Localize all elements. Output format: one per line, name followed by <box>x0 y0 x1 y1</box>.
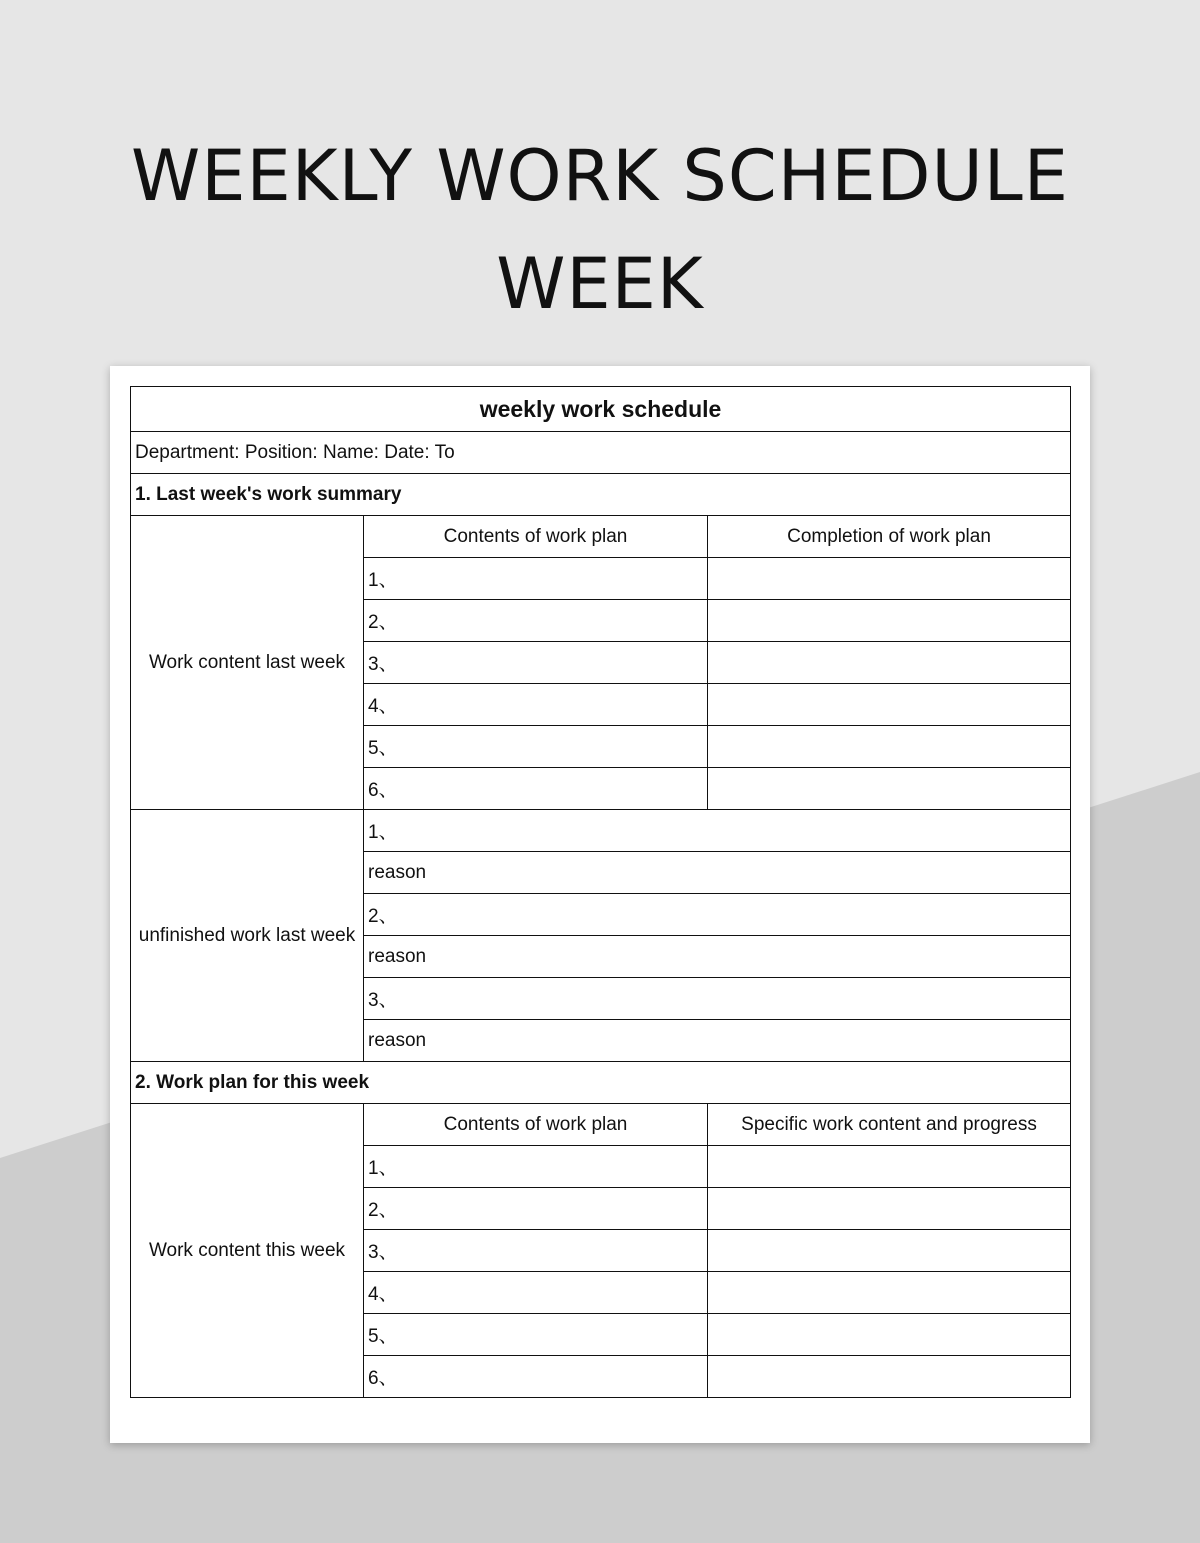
plan-item-cell[interactable]: 6、 <box>364 768 708 810</box>
plan-item-cell[interactable]: 2、 <box>364 1188 708 1230</box>
completion-cell[interactable] <box>708 726 1071 768</box>
page-title <box>0 122 1200 338</box>
completion-cell[interactable] <box>708 642 1071 684</box>
section-1-heading: 1. Last week's work summary <box>131 474 1071 516</box>
completion-cell[interactable] <box>708 768 1071 810</box>
unfinished-item-cell[interactable]: 3、 <box>364 978 1071 1020</box>
progress-cell[interactable] <box>708 1188 1071 1230</box>
schedule-form-table <box>130 386 1071 1398</box>
column-header: Contents of work plan <box>364 516 708 558</box>
plan-item-cell[interactable]: 4、 <box>364 1272 708 1314</box>
reason-cell[interactable]: reason <box>364 1020 1071 1062</box>
info-row <box>131 432 1071 474</box>
document-sheet <box>110 366 1090 1443</box>
plan-item-cell[interactable]: 5、 <box>364 1314 708 1356</box>
table-row <box>131 1104 1071 1146</box>
work-content-this-week-label: Work content this week <box>131 1104 364 1398</box>
plan-item-cell[interactable]: 1、 <box>364 1146 708 1188</box>
progress-cell[interactable] <box>708 1356 1071 1398</box>
column-header: Completion of work plan <box>708 516 1071 558</box>
plan-item-cell[interactable]: 6、 <box>364 1356 708 1398</box>
info-line[interactable]: Department: Position: Name: Date: To <box>131 432 1071 474</box>
completion-cell[interactable] <box>708 558 1071 600</box>
table-row <box>131 516 1071 558</box>
table-row <box>131 810 1071 852</box>
unfinished-work-label: unfinished work last week <box>131 810 364 1062</box>
progress-cell[interactable] <box>708 1314 1071 1356</box>
column-header: Specific work content and progress <box>708 1104 1071 1146</box>
page-title-line-2: WEEK <box>496 243 704 325</box>
progress-cell[interactable] <box>708 1272 1071 1314</box>
form-title-row <box>131 387 1071 432</box>
plan-item-cell[interactable]: 5、 <box>364 726 708 768</box>
completion-cell[interactable] <box>708 600 1071 642</box>
section-heading-row <box>131 474 1071 516</box>
plan-item-cell[interactable]: 3、 <box>364 642 708 684</box>
progress-cell[interactable] <box>708 1230 1071 1272</box>
progress-cell[interactable] <box>708 1146 1071 1188</box>
section-heading-row <box>131 1062 1071 1104</box>
reason-cell[interactable]: reason <box>364 936 1071 978</box>
completion-cell[interactable] <box>708 684 1071 726</box>
unfinished-item-cell[interactable]: 1、 <box>364 810 1071 852</box>
plan-item-cell[interactable]: 1、 <box>364 558 708 600</box>
section-2-heading: 2. Work plan for this week <box>131 1062 1071 1104</box>
unfinished-item-cell[interactable]: 2、 <box>364 894 1071 936</box>
reason-cell[interactable]: reason <box>364 852 1071 894</box>
column-header: Contents of work plan <box>364 1104 708 1146</box>
work-content-last-week-label: Work content last week <box>131 516 364 810</box>
page-title-line-1: WEEKLY WORK SCHEDULE <box>131 135 1069 217</box>
plan-item-cell[interactable]: 4、 <box>364 684 708 726</box>
plan-item-cell[interactable]: 2、 <box>364 600 708 642</box>
form-title: weekly work schedule <box>131 387 1071 432</box>
plan-item-cell[interactable]: 3、 <box>364 1230 708 1272</box>
